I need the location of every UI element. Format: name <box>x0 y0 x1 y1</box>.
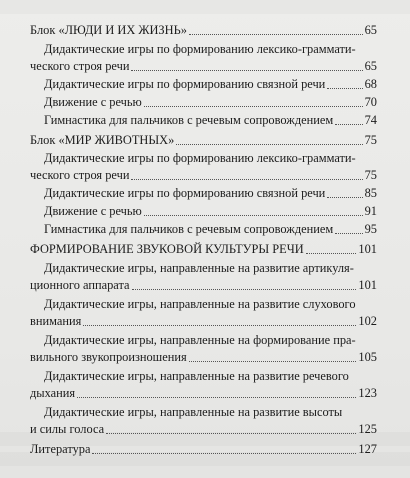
toc-entry[interactable] <box>44 204 377 219</box>
toc-entry[interactable] <box>30 278 377 293</box>
dot-leader <box>83 325 356 326</box>
toc-entry-title: и силы голоса <box>30 422 105 436</box>
toc-entry-page: 65 <box>364 59 377 73</box>
toc-entry-page: 125 <box>358 422 377 436</box>
toc-entry[interactable] <box>30 386 377 401</box>
dot-leader <box>189 34 363 35</box>
dot-leader <box>144 215 363 216</box>
toc-entry-title: Движение с речью <box>44 95 142 109</box>
toc-entry-title: Дидактические игры по формированию лексико-граммати- <box>44 42 356 56</box>
dot-leader <box>131 179 362 180</box>
toc-entry-page: 65 <box>364 23 377 37</box>
toc-entry-title: Дидактические игры по формированию лексико-граммати- <box>44 151 356 165</box>
dot-leader <box>327 197 362 198</box>
toc-entry-title: ческого строя речи <box>30 168 130 182</box>
toc-entry[interactable] <box>30 59 377 74</box>
faint-show-through <box>0 0 410 14</box>
toc-entry-page: 105 <box>358 350 377 364</box>
toc-entry-page: 85 <box>364 186 377 200</box>
toc-entry[interactable] <box>30 314 377 329</box>
toc-entry-page: 68 <box>364 77 377 91</box>
toc-entry[interactable] <box>30 168 377 183</box>
toc-entry[interactable] <box>30 442 377 457</box>
toc-entry-title: внимания <box>30 314 82 328</box>
toc-entry-page: 75 <box>364 133 377 147</box>
dot-leader <box>306 253 357 254</box>
toc-entry-title: Дидактические игры, направленные на развитие высоты <box>44 405 343 419</box>
toc-entry-title: Дидактические игры, направленные на развитие речевого <box>44 369 349 383</box>
toc-entry[interactable] <box>30 422 377 437</box>
toc-entry[interactable] <box>44 77 377 92</box>
toc-entry[interactable] <box>30 350 377 365</box>
toc-entry-page: 91 <box>364 204 377 218</box>
toc-entry-title: Литература <box>30 442 91 456</box>
dot-leader <box>327 88 362 89</box>
toc-entry-title: ционного аппарата <box>30 278 130 292</box>
dot-leader <box>335 233 362 234</box>
toc-entry[interactable] <box>30 242 377 257</box>
toc-entry-title: Дидактические игры, направленные на развитие артикуля- <box>44 261 354 275</box>
toc-entry-title: Блок «ЛЮДИ И ИХ ЖИЗНЬ» <box>30 23 187 37</box>
toc-entry-page: 123 <box>358 386 377 400</box>
toc-entry-title: Дидактические игры по формированию связной речи <box>44 186 326 200</box>
toc-entry-page: 75 <box>364 168 377 182</box>
dot-leader <box>335 124 362 125</box>
toc-entry-title: дыхания <box>30 386 76 400</box>
dot-leader <box>106 433 356 434</box>
toc-entry-title: Дидактические игры по формированию связной речи <box>44 77 326 91</box>
toc-entry[interactable] <box>44 95 377 110</box>
dot-leader <box>92 453 356 454</box>
toc-entry[interactable] <box>30 133 377 148</box>
dot-leader <box>176 144 362 145</box>
toc-entry[interactable] <box>30 23 377 38</box>
toc-entry-title: вильного звукопроизношения <box>30 350 187 364</box>
toc-entry-title: Дидактические игры, направленные на формирование пра- <box>44 333 356 347</box>
toc-entry-page: 101 <box>358 278 377 292</box>
toc-entry-title: Дидактические игры, направленные на развитие слухового <box>44 297 356 311</box>
toc-entry-page: 70 <box>364 95 377 109</box>
toc-entry-title: Гимнастика для пальчиков с речевым сопровождением <box>44 113 334 127</box>
toc-entry[interactable] <box>44 222 377 237</box>
dot-leader <box>144 106 363 107</box>
toc-entry-title: Блок «МИР ЖИВОТНЫХ» <box>30 133 175 147</box>
toc-entry-page: 95 <box>364 222 377 236</box>
toc-entry-page: 102 <box>358 314 377 328</box>
toc-entry-title: ческого строя речи <box>30 59 130 73</box>
dot-leader <box>132 289 357 290</box>
toc-entry-page: 101 <box>358 242 377 256</box>
toc-entry-title: Движение с речью <box>44 204 142 218</box>
dot-leader <box>189 361 357 362</box>
toc-entry[interactable] <box>44 113 377 128</box>
dot-leader <box>131 70 362 71</box>
toc-entry-title: ФОРМИРОВАНИЕ ЗВУКОВОЙ КУЛЬТУРЫ РЕЧИ <box>30 242 304 256</box>
toc-entry-page: 127 <box>358 442 377 456</box>
dot-leader <box>77 397 356 398</box>
toc-entry-title: Гимнастика для пальчиков с речевым сопровождением <box>44 222 334 236</box>
toc-entry-page: 74 <box>364 113 377 127</box>
toc-entry[interactable] <box>44 186 377 201</box>
